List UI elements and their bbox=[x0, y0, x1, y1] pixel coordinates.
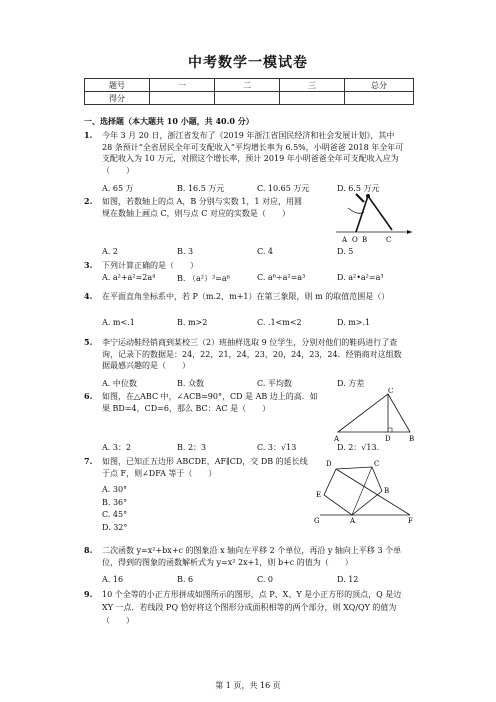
score-table-cell: 得分 bbox=[85, 92, 150, 105]
option-b[interactable]: B. 众数 bbox=[177, 379, 204, 388]
score-table-cell[interactable] bbox=[345, 92, 414, 105]
option-d[interactable]: D. 32° bbox=[102, 522, 128, 532]
score-table-cell: 总分 bbox=[345, 79, 414, 92]
option-a[interactable]: A. 3：2 bbox=[102, 443, 132, 452]
section-heading: 一、选择题（本大题共 10 小题，共 40.0 分） bbox=[84, 116, 254, 126]
option-b[interactable]: B. （a²）³=a⁶ bbox=[177, 274, 230, 283]
figure-label: A bbox=[334, 435, 340, 443]
option-b[interactable]: B. m>2 bbox=[177, 318, 208, 327]
question-text: 李宁运动鞋经销商到某校三（2）班抽样选取 9 位学生，分别对他们的鞋码进行了查询，记录下的数据是：24，22，21，24，23，20，24，23，24．经销商对这组数据最感兴趣的是（ ） bbox=[102, 338, 402, 370]
figure-label: G bbox=[314, 517, 320, 525]
question-number: 9. bbox=[84, 589, 93, 599]
figure-label: D bbox=[326, 460, 332, 468]
figure-label: B bbox=[362, 236, 368, 244]
option-c[interactable]: C. 3：√13 bbox=[257, 443, 297, 452]
question-text: 下列计算正确的是（ ） bbox=[102, 261, 198, 270]
question-text: 如图，已知正五边形 ABCDE，AF∥CD，交 DB 的延长线于点 F，则∠DFA 等于（ ） bbox=[102, 457, 308, 478]
score-table-cell: 二 bbox=[215, 79, 280, 92]
option-c[interactable]: C. 4 bbox=[257, 247, 274, 256]
option-a[interactable]: A. a²+a²=2a⁴ bbox=[102, 273, 156, 282]
question-number: 5. bbox=[84, 337, 93, 347]
option-c[interactable]: C. a⁶÷a²=a³ bbox=[257, 273, 306, 282]
figure-label: D bbox=[385, 435, 391, 443]
option-d[interactable]: D. 6.5 万元 bbox=[337, 184, 380, 193]
option-a[interactable]: A. 30° bbox=[102, 485, 128, 494]
score-table-cell[interactable] bbox=[150, 92, 215, 105]
figure-label: A bbox=[342, 236, 348, 244]
figure-label: C bbox=[388, 388, 394, 395]
figure-label: C bbox=[374, 460, 380, 468]
score-table-header-row bbox=[85, 79, 414, 92]
question-4 bbox=[84, 291, 414, 303]
options-7 bbox=[102, 484, 127, 534]
figure-label: B bbox=[384, 487, 390, 495]
score-table-cell: 三 bbox=[280, 79, 345, 92]
page-footer: 第 1 页，共 16 页 bbox=[215, 681, 281, 690]
right-triangle-figure bbox=[330, 388, 418, 444]
option-d[interactable]: D. 方差 bbox=[337, 379, 365, 388]
option-b[interactable]: B. 3 bbox=[177, 247, 194, 256]
question-text: 10 个全等的小正方形拼成如图所示的图形，点 P、X、Y 是小正方形的顶点，Q 是边 XY 一点．若线段 PQ 恰好将这个图形分成面积相等的两个部分，则 XQ/QY 的值为（ ） bbox=[102, 590, 402, 625]
score-table-cell: 一 bbox=[150, 79, 215, 92]
option-b[interactable]: B. 16.5 万元 bbox=[177, 184, 225, 193]
option-c[interactable]: C. .1<m<2 bbox=[257, 318, 302, 327]
question-number: 4. bbox=[84, 291, 93, 301]
question-2 bbox=[84, 196, 309, 219]
question-8 bbox=[84, 545, 414, 568]
compass-number-line-figure bbox=[334, 192, 414, 246]
question-6 bbox=[84, 391, 319, 414]
figure-label: C bbox=[386, 236, 392, 244]
figure-label: O bbox=[352, 236, 358, 244]
option-d[interactable]: D. 12 bbox=[337, 575, 359, 584]
score-table-cell[interactable] bbox=[280, 92, 345, 105]
question-9 bbox=[84, 588, 414, 627]
question-number: 6. bbox=[84, 391, 93, 401]
option-a[interactable]: A. 2 bbox=[102, 247, 118, 256]
option-d[interactable]: D. a²•a²=a³ bbox=[337, 273, 384, 282]
score-table-score-row bbox=[85, 92, 414, 105]
option-c[interactable]: C. 45° bbox=[102, 510, 128, 519]
pentagon-figure bbox=[312, 455, 416, 527]
option-c[interactable]: C. 0 bbox=[257, 575, 274, 584]
option-b[interactable]: B. 6 bbox=[177, 575, 194, 584]
question-number: 3. bbox=[84, 260, 93, 270]
option-b[interactable]: B. 2：3 bbox=[177, 443, 207, 452]
question-text: 今年 3 月 20 日，浙江省发布了《2019 年浙江省国民经济和社会发展计划》，其中 28 条预计“全省居民全年可支配收入“平均增长率为 6.5%，小明爸爸 2018 年全年可支配收入为 10 万元，对照这个增长率，预计 2019 年小明爸爸全年可支配收入应为（ ） bbox=[102, 131, 404, 175]
question-text: 如图，在△ABC 中，∠ACB=90°，CD 是 AB 边上的高．如果 BD=4，CD=6，那么 BC：AC 是（ ） bbox=[102, 392, 318, 413]
question-text: 在平面直角坐标系中，若 P（m.2，m+1）在第三象限，则 m 的取值范围是（） bbox=[102, 292, 390, 301]
figure-label: A bbox=[350, 517, 356, 525]
question-number: 7. bbox=[84, 456, 93, 466]
option-b[interactable]: B. 36° bbox=[102, 497, 128, 507]
question-1 bbox=[84, 130, 404, 176]
question-number: 2. bbox=[84, 196, 93, 206]
figure-label: F bbox=[408, 517, 413, 525]
question-text: 二次函数 y=x²+bx+c 的图象沿 x 轴向左平移 2 个单位，再沿 y 轴向上平移 3 个单位，得到的图象的函数解析式为 y=x² 2x+1，则 b+c 的值为（ ） bbox=[102, 546, 402, 567]
option-a[interactable]: A. 65 万 bbox=[102, 184, 134, 193]
question-number: 8. bbox=[84, 545, 93, 555]
option-c[interactable]: C. 10.65 万元 bbox=[257, 184, 310, 193]
question-text: 如图，若数轴上的点 A，B 分别与实数 1，1 对应，用圆规在数轴上画点 C，则与点 C 对应的实数是（ ） bbox=[102, 197, 303, 218]
score-table-cell: 题号 bbox=[85, 79, 150, 92]
question-3 bbox=[84, 260, 404, 272]
question-number: 1. bbox=[84, 130, 93, 140]
question-7 bbox=[84, 456, 309, 479]
option-c[interactable]: C. 平均数 bbox=[257, 379, 292, 388]
page-title: 中考数学一模试卷 bbox=[188, 55, 308, 71]
option-d[interactable]: D. 5 bbox=[337, 247, 354, 256]
option-d[interactable]: D. m>.1 bbox=[337, 318, 371, 327]
figure-label: E bbox=[316, 491, 322, 499]
option-d[interactable]: D. 2：√13. bbox=[337, 443, 380, 452]
option-a[interactable]: A. 16 bbox=[102, 575, 124, 584]
score-table bbox=[84, 78, 414, 105]
figure-label: B bbox=[409, 435, 415, 443]
question-5 bbox=[84, 337, 409, 372]
option-a[interactable]: A. m<.1 bbox=[102, 318, 135, 327]
option-a[interactable]: A. 中位数 bbox=[102, 379, 137, 388]
score-table-cell[interactable] bbox=[215, 92, 280, 105]
